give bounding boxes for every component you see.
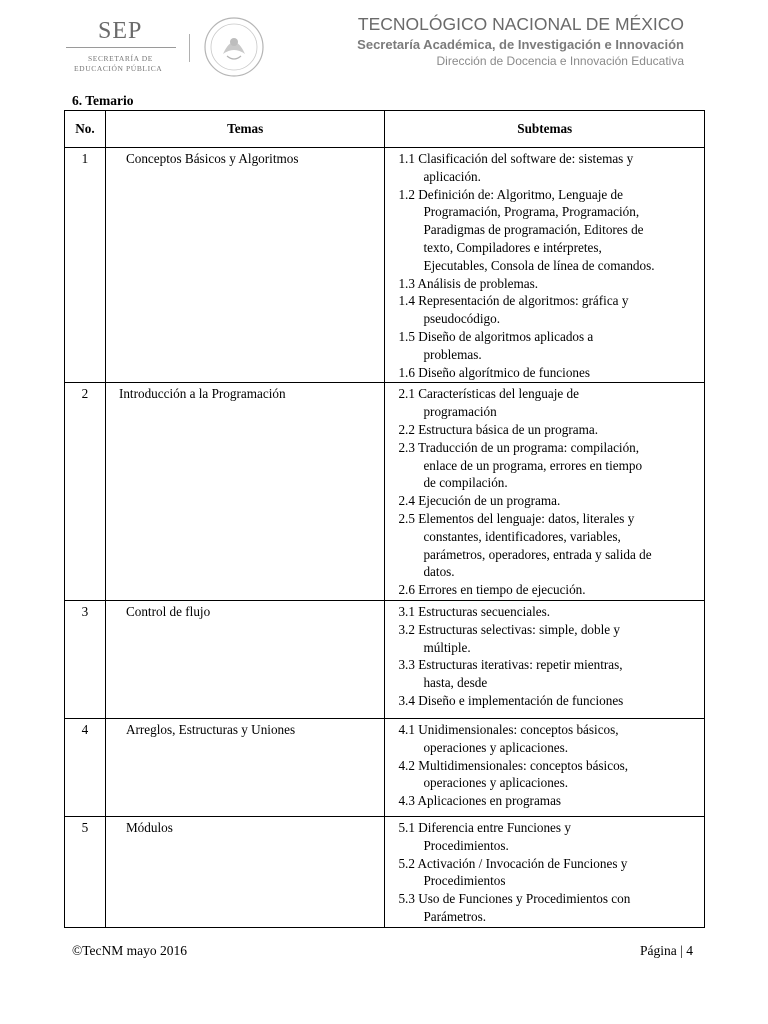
subtema-line: enlace de un programa, errores en tiempo [423, 457, 643, 473]
subtema-line: programación [423, 404, 497, 420]
row-number: 1 [65, 148, 106, 383]
subtema-line: 3.3 Estructuras iterativas: repetir mientras, [398, 657, 623, 673]
subtema-line: pseudocódigo. [423, 311, 501, 327]
table-header-row [65, 111, 705, 148]
subtema-line: 3.2 Estructuras selectivas: simple, doble y [398, 621, 621, 637]
subtema-line: texto, Compiladores e intérpretes, [423, 239, 602, 255]
subtema-line: 2.5 Elementos del lenguaje: datos, literales y [398, 510, 635, 526]
table-row [65, 718, 705, 816]
institution-name: TECNOLÓGICO NACIONAL DE MÉXICO [357, 14, 684, 34]
subtema-item [385, 439, 704, 492]
subtema-line: operaciones y aplicaciones. [423, 775, 569, 791]
subtema-line: Parámetros. [423, 908, 487, 924]
subtema-line: 4.2 Multidimensionales: conceptos básicos, [398, 757, 629, 773]
subtema-line: 3.1 Estructuras secuenciales. [398, 603, 551, 619]
subtema-line: 1.4 Representación de algoritmos: gráfica y [398, 293, 629, 309]
page-header [0, 0, 768, 90]
subtema-item [385, 855, 704, 891]
subtema-item [385, 328, 704, 364]
subtema-item [385, 364, 704, 382]
syllabus-table [64, 110, 705, 928]
subtema-line: Procedimientos. [423, 837, 509, 853]
row-tema: Introducción a la Programación [105, 383, 385, 601]
subtema-item [385, 819, 704, 855]
subtema-line: 2.6 Errores en tiempo de ejecución. [398, 582, 586, 598]
subtema-item [385, 385, 704, 421]
subtema-line: Paradigmas de programación, Editores de [423, 222, 644, 238]
direction-name: Dirección de Docencia e Innovación Educativa [436, 54, 684, 68]
table-row [65, 600, 705, 718]
row-tema: Arreglos, Estructuras y Uniones [105, 718, 385, 816]
subtema-line: 2.1 Características del lenguaje de [398, 386, 579, 402]
row-number: 3 [65, 600, 106, 718]
secretariat-name: Secretaría Académica, de Investigación e Innovación [357, 37, 684, 52]
subtema-item [385, 621, 704, 657]
subtema-item [385, 757, 704, 793]
subtema-line: 2.3 Traducción de un programa: compilación, [398, 439, 640, 455]
table-row [65, 383, 705, 601]
subtema-line: 5.2 Activación / Invocación de Funciones y [398, 855, 628, 871]
subtema-item [385, 656, 704, 692]
subtema-line: Procedimientos [423, 873, 506, 889]
section-title: 6. Temario [72, 93, 134, 108]
subtema-line: datos. [423, 564, 455, 580]
subtema-line: parámetros, operadores, entrada y salida de [423, 546, 652, 562]
subtema-line: múltiple. [423, 639, 471, 655]
logo-divider [189, 34, 190, 62]
column-header-no: No. [65, 111, 106, 148]
subtema-line: 1.5 Diseño de algoritmos aplicados a [398, 328, 594, 344]
subtema-line: 5.3 Uso de Funciones y Procedimientos con [398, 891, 631, 907]
row-tema: Conceptos Básicos y Algoritmos [105, 148, 385, 383]
subtema-line: problemas. [423, 346, 482, 362]
subtema-line: 1.2 Definición de: Algoritmo, Lenguaje de [398, 186, 623, 202]
subtema-item [385, 581, 704, 599]
subtema-item [385, 186, 704, 275]
row-number: 2 [65, 383, 106, 601]
row-subtemas [385, 383, 705, 601]
column-header-subtemas: Subtemas [385, 111, 705, 148]
row-tema: Control de flujo [105, 600, 385, 718]
sep-logo-title: SEP [98, 18, 143, 44]
subtema-line: constantes, identificadores, variables, [423, 528, 621, 544]
subtema-item [385, 721, 704, 757]
subtema-line: 4.1 Unidimensionales: conceptos básicos, [398, 721, 619, 737]
subtema-line: 4.3 Aplicaciones en programas [398, 793, 562, 809]
subtema-item [385, 603, 704, 621]
subtema-line: operaciones y aplicaciones. [423, 739, 569, 755]
footer-page-number: Página | 4 [640, 943, 693, 958]
table-row [65, 148, 705, 383]
row-subtemas [385, 718, 705, 816]
sep-logo-rule [66, 47, 176, 48]
subtema-item [385, 492, 704, 510]
sep-logo-subtitle-1: SECRETARÍA DE [88, 54, 153, 63]
footer-copyright: ©TecNM mayo 2016 [72, 943, 188, 958]
subtema-item [385, 275, 704, 293]
subtema-line: 3.4 Diseño e implementación de funciones [398, 692, 624, 708]
subtema-line: 1.3 Análisis de problemas. [398, 275, 539, 291]
row-number: 5 [65, 816, 106, 927]
column-header-temas: Temas [105, 111, 385, 148]
table-row [65, 816, 705, 927]
subtema-line: 1.1 Clasificación del software de: sistemas y [398, 151, 634, 166]
subtema-item [385, 510, 704, 581]
row-subtemas [385, 600, 705, 718]
row-subtemas [385, 148, 705, 383]
subtema-item [385, 692, 704, 710]
row-tema: Módulos [105, 816, 385, 927]
subtema-line: hasta, desde [423, 675, 488, 691]
row-number: 4 [65, 718, 106, 816]
subtema-line: 2.4 Ejecución de un programa. [398, 493, 561, 509]
subtema-line: 5.1 Diferencia entre Funciones y [398, 819, 571, 835]
subtema-line: Ejecutables, Consola de línea de comandos. [423, 257, 655, 273]
subtema-line: de compilación. [423, 475, 508, 491]
subtema-line: aplicación. [423, 168, 481, 184]
subtema-line: 2.2 Estructura básica de un programa. [398, 421, 599, 437]
subtema-item [385, 421, 704, 439]
subtema-line: 1.6 Diseño algorítmico de funciones [398, 364, 590, 380]
subtema-item [385, 150, 704, 186]
subtema-line: Programación, Programa, Programación, [423, 204, 640, 220]
sep-logo-subtitle-2: EDUCACIÓN PÚBLICA [74, 64, 163, 73]
national-seal-icon [203, 16, 265, 78]
subtema-item [385, 292, 704, 328]
row-subtemas [385, 816, 705, 927]
subtema-item [385, 890, 704, 926]
subtema-item [385, 792, 704, 810]
